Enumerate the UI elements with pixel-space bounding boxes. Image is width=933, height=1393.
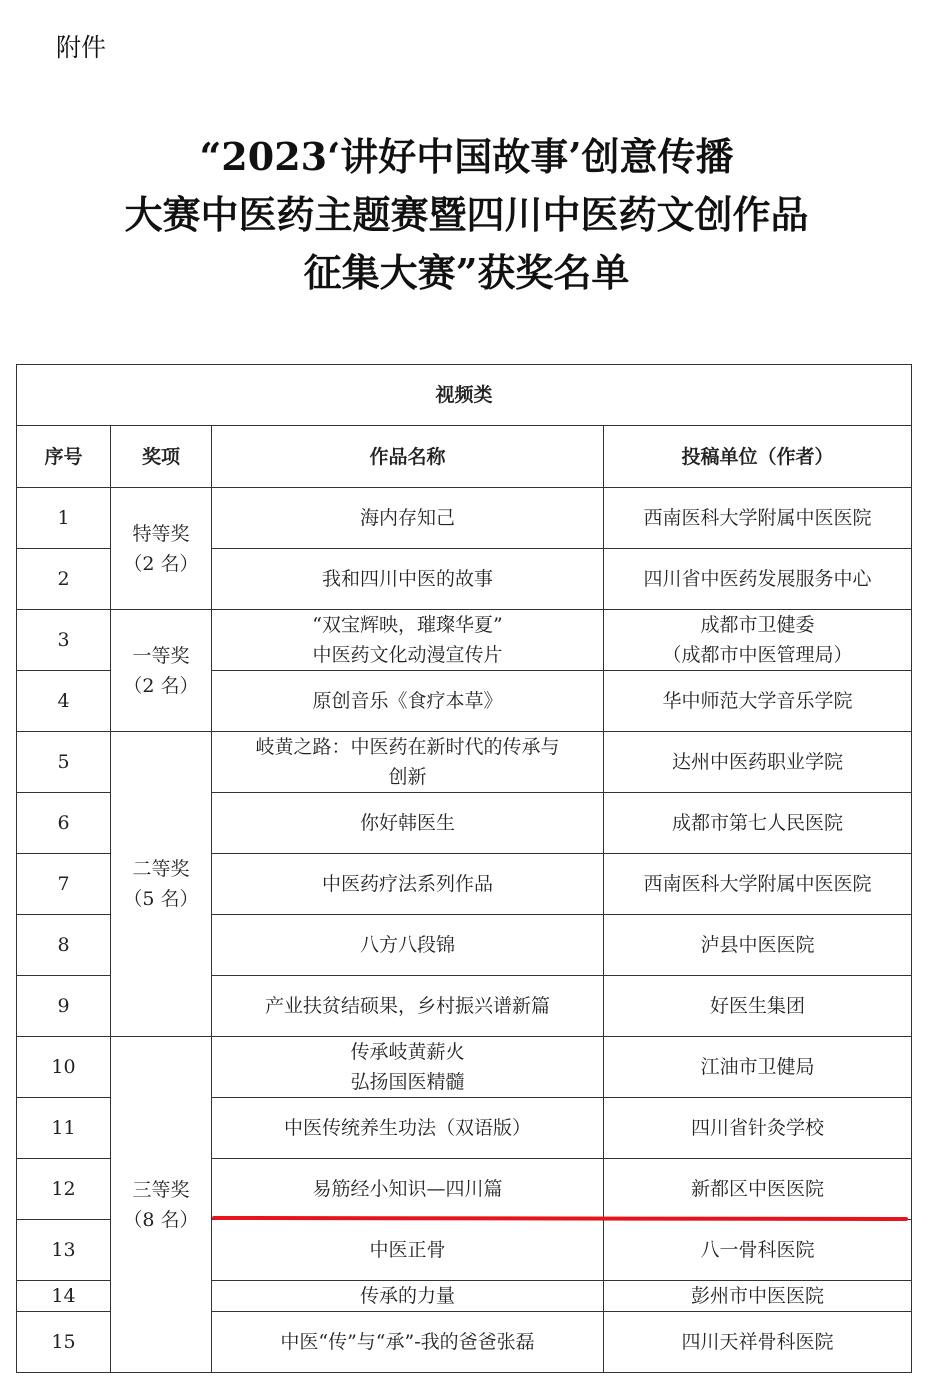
- row-number: 15: [17, 1312, 111, 1373]
- row-number: 10: [17, 1037, 111, 1098]
- submitter: [604, 1220, 912, 1281]
- title-line-1: “2023‘讲好中国故事’创意传播: [199, 134, 734, 179]
- row-number: 3: [17, 610, 111, 671]
- award-grade-second: [111, 732, 212, 1037]
- work-title: [212, 915, 604, 976]
- table-row: [17, 610, 912, 671]
- header-number: 序号: [17, 426, 111, 488]
- work-title: [212, 549, 604, 610]
- work-title-line: 我和四川中医的故事: [321, 568, 493, 590]
- work-title-line: 创新: [388, 766, 427, 788]
- submitter: [604, 976, 912, 1037]
- work-title-line: 易筋经小知识—四川篇: [312, 1178, 503, 1200]
- award-count: （8 名）: [123, 1208, 199, 1231]
- category-heading: 视频类: [17, 365, 912, 426]
- submitter-line: 新都区中医医院: [691, 1178, 825, 1200]
- work-title: [212, 1220, 604, 1281]
- award-name: 二等奖: [132, 858, 190, 880]
- row-number: 13: [17, 1220, 111, 1281]
- row-number: 1: [17, 488, 111, 549]
- work-title: [212, 1098, 604, 1159]
- submitter: [604, 1312, 912, 1373]
- row-number: 2: [17, 549, 111, 610]
- submitter-line: 成都市卫健委: [700, 614, 815, 636]
- title-line-3: 征集大赛”获奖名单: [303, 250, 630, 295]
- work-title-line: 传承岐黄薪火: [350, 1041, 465, 1063]
- work-title-line: 中医药文化动漫宣传片: [312, 644, 503, 666]
- submitter-line: 彭州市中医医院: [691, 1285, 825, 1307]
- document-title: [0, 128, 933, 302]
- table-row: [17, 732, 912, 793]
- work-title-line: 传承的力量: [359, 1285, 455, 1307]
- submitter-line: 西南医科大学附属中医医院: [643, 873, 872, 895]
- submitter-line: 江油市卫健局: [700, 1056, 815, 1078]
- work-title: [212, 976, 604, 1037]
- title-line-2: 大赛中医药主题赛暨四川中医药文创作品: [124, 192, 809, 237]
- submitter-line: 达州中医药职业学院: [672, 751, 844, 773]
- row-number: 12: [17, 1159, 111, 1220]
- work-title-line: 弘扬国医精髓: [350, 1071, 465, 1093]
- submitter: [604, 915, 912, 976]
- work-title-line: 海内存知己: [359, 507, 455, 529]
- annex-label: 附件: [56, 33, 107, 62]
- submitter-line: 华中师范大学音乐学院: [662, 690, 853, 712]
- work-title: [212, 1159, 604, 1220]
- award-grade-special: [111, 488, 212, 610]
- work-title-line: “双宝辉映，璀璨华夏”: [312, 614, 503, 636]
- work-title-line: 产业扶贫结硕果，乡村振兴谱新篇: [264, 995, 550, 1017]
- row-number: 4: [17, 671, 111, 732]
- submitter: [604, 1159, 912, 1220]
- award-grade-third: [111, 1037, 212, 1373]
- table-row: [17, 488, 912, 549]
- row-number: 7: [17, 854, 111, 915]
- submitter: [604, 488, 912, 549]
- work-title: [212, 488, 604, 549]
- award-count: （5 名）: [123, 888, 199, 910]
- row-number: 5: [17, 732, 111, 793]
- submitter-line: 泸县中医医院: [700, 934, 815, 956]
- work-title-line: 岐黄之路：中医药在新时代的传承与: [255, 736, 560, 758]
- row-number: 6: [17, 793, 111, 854]
- submitter-line: 成都市第七人民医院: [672, 812, 844, 834]
- work-title: [212, 1281, 604, 1312]
- work-title-line: 中医传统养生功法（双语版）: [283, 1117, 531, 1139]
- work-title: [212, 671, 604, 732]
- award-name: 一等奖: [132, 644, 190, 667]
- work-title-line: 中医“传”与“承”-我的爸爸张磊: [280, 1331, 535, 1353]
- submitter-line: （成都市中医管理局）: [662, 644, 853, 666]
- row-number: 8: [17, 915, 111, 976]
- submitter: [604, 854, 912, 915]
- work-title: [212, 732, 604, 793]
- submitter: [604, 671, 912, 732]
- work-title-line: 中医正骨: [369, 1239, 446, 1261]
- submitter-line: 八一骨科医院: [700, 1239, 815, 1261]
- header-submitter: 投稿单位（作者）: [604, 426, 912, 488]
- red-underline-annotation: [212, 1214, 908, 1225]
- header-work-title: 作品名称: [212, 426, 604, 488]
- work-title: [212, 793, 604, 854]
- work-title: [212, 854, 604, 915]
- work-title: [212, 1312, 604, 1373]
- award-name: 特等奖: [132, 522, 190, 545]
- submitter-line: 四川天祥骨科医院: [681, 1331, 834, 1353]
- award-name: 三等奖: [132, 1178, 190, 1201]
- row-number: 14: [17, 1281, 111, 1312]
- submitter: [604, 610, 912, 671]
- work-title: [212, 1037, 604, 1098]
- header-award: 奖项: [111, 426, 212, 488]
- submitter-line: 四川省中医药发展服务中心: [643, 568, 872, 590]
- submitter-line: 西南医科大学附属中医医院: [643, 507, 872, 529]
- submitter: [604, 1281, 912, 1312]
- work-title-line: 中医药疗法系列作品: [321, 873, 493, 895]
- table-row: [17, 1037, 912, 1098]
- submitter: [604, 1037, 912, 1098]
- row-number: 9: [17, 976, 111, 1037]
- submitter: [604, 793, 912, 854]
- work-title-line: 你好韩医生: [359, 812, 455, 834]
- work-title-line: 原创音乐《食疗本草》: [312, 690, 503, 712]
- award-count: （2 名）: [123, 552, 199, 575]
- submitter-line: 四川省针灸学校: [691, 1117, 825, 1139]
- work-title: [212, 610, 604, 671]
- submitter: [604, 732, 912, 793]
- submitter: [604, 1098, 912, 1159]
- submitter: [604, 549, 912, 610]
- submitter-line: 好医生集团: [710, 995, 806, 1017]
- award-count: （2 名）: [123, 674, 199, 697]
- award-grade-first: [111, 610, 212, 732]
- table-header-row: [17, 426, 912, 488]
- row-number: 11: [17, 1098, 111, 1159]
- work-title-line: 八方八段锦: [359, 934, 455, 956]
- underline-stroke: [214, 1218, 906, 1220]
